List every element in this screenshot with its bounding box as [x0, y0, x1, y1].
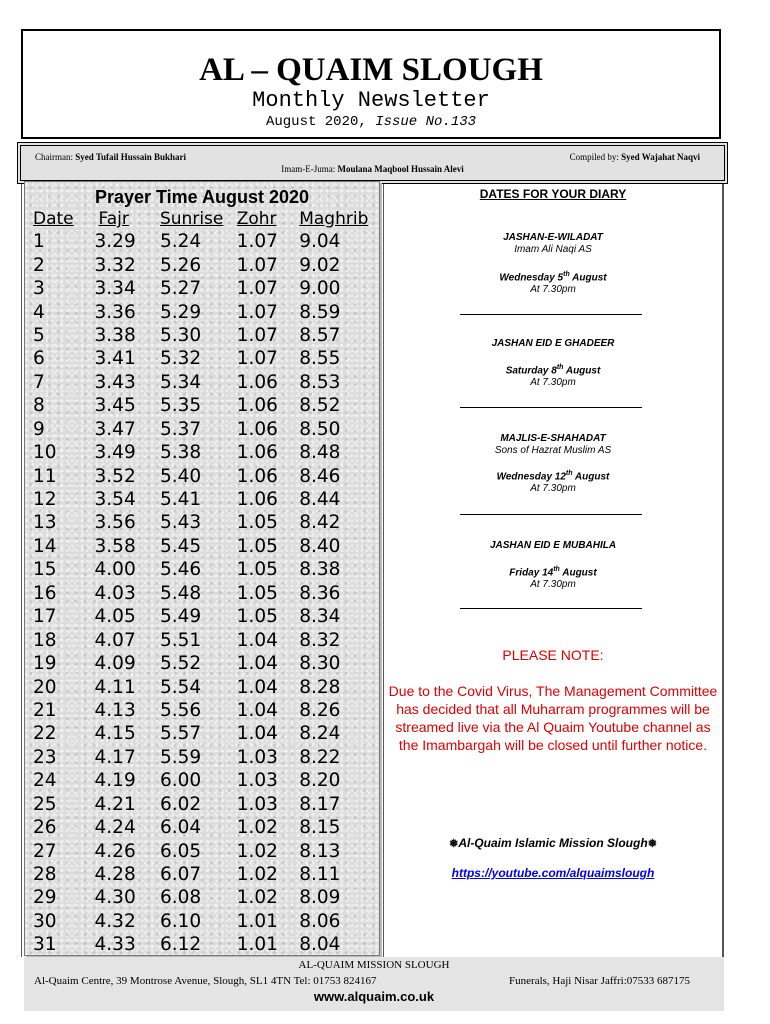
cell-fajr: 4.21	[94, 793, 136, 815]
cell-sunrise: 6.10	[159, 910, 202, 932]
cell-date: 1	[33, 231, 45, 253]
cell-date: 28	[33, 864, 57, 886]
cell-zohr: 1.04	[236, 676, 278, 698]
cell-zohr: 1.05	[236, 559, 278, 581]
cell-fajr: 3.56	[94, 512, 136, 534]
cell-zohr: 1.05	[236, 535, 278, 557]
cell-fajr: 4.26	[94, 840, 136, 862]
compiled-label: Compiled by:	[569, 152, 619, 162]
snowflake-icon: ❅	[449, 838, 459, 850]
cell-zohr: 1.04	[236, 699, 278, 721]
event-date: Wednesday 5th August	[499, 271, 607, 284]
cell-date: 30	[33, 910, 57, 932]
cell-zohr: 1.06	[236, 371, 278, 393]
prayer-row	[25, 277, 379, 300]
prayer-row	[25, 300, 379, 323]
imam-name: Moulana Maqbool Hussain Alevi	[337, 164, 464, 174]
column-header-sunrise: Sunrise	[159, 209, 224, 229]
cell-date: 26	[33, 817, 57, 839]
cell-zohr: 1.01	[236, 934, 278, 956]
cell-zohr: 1.07	[236, 348, 278, 370]
cell-maghrib: 8.32	[299, 629, 341, 651]
cell-sunrise: 5.41	[159, 489, 202, 511]
cell-zohr: 1.07	[236, 231, 278, 253]
event-separator	[460, 314, 642, 315]
cell-fajr: 3.47	[94, 418, 136, 440]
issue-date: August 2020,	[265, 114, 367, 130]
cell-fajr: 4.24	[94, 817, 136, 839]
cell-zohr: 1.04	[236, 653, 278, 675]
cell-maghrib: 8.59	[299, 301, 341, 323]
event-name: JASHAN EID E GHADEER	[491, 338, 615, 349]
prayer-row	[25, 418, 379, 441]
cell-date: 31	[33, 934, 57, 956]
cell-fajr: 3.54	[94, 489, 136, 511]
issue-line	[23, 113, 719, 131]
cell-fajr: 3.49	[94, 442, 136, 464]
prayer-row	[25, 441, 379, 464]
issue-number: Issue No.133	[375, 114, 477, 130]
event-separator	[460, 514, 642, 515]
footer	[24, 957, 724, 1011]
compiled-by-line	[570, 152, 700, 162]
cell-sunrise: 6.02	[159, 793, 202, 815]
note-heading: PLEASE NOTE:	[502, 647, 604, 663]
cell-date: 25	[33, 793, 57, 815]
cell-maghrib: 8.48	[299, 442, 341, 464]
cell-date: 18	[33, 629, 57, 651]
prayer-times-title: Prayer Time August 2020	[94, 187, 310, 207]
event-subtitle: Imam Ali Naqi AS	[514, 244, 592, 255]
prayer-row	[25, 769, 379, 792]
imam-label: Imam-E-Juma:	[281, 164, 336, 174]
cell-maghrib: 9.04	[299, 231, 341, 253]
event-time: At 7.30pm	[530, 579, 576, 591]
cell-date: 4	[33, 301, 45, 323]
cell-sunrise: 5.27	[159, 278, 202, 300]
cell-maghrib: 8.52	[299, 395, 341, 417]
cell-fajr: 4.05	[94, 606, 136, 628]
prayer-row	[25, 488, 379, 511]
cell-sunrise: 5.51	[159, 629, 202, 651]
cell-sunrise: 6.07	[159, 864, 202, 886]
compiled-name: Syed Wajahat Naqvi	[621, 152, 700, 162]
cell-maghrib: 8.24	[299, 723, 341, 745]
cell-fajr: 4.13	[94, 699, 136, 721]
cell-maghrib: 8.28	[299, 676, 341, 698]
cell-sunrise: 6.08	[159, 887, 202, 909]
cell-sunrise: 5.49	[159, 606, 202, 628]
prayer-row	[25, 933, 379, 956]
cell-zohr: 1.06	[236, 395, 278, 417]
cell-zohr: 1.04	[236, 629, 278, 651]
prayer-row	[25, 394, 379, 417]
event-separator	[460, 608, 642, 609]
chairman-line	[35, 152, 186, 162]
cell-date: 6	[33, 348, 45, 370]
cell-date: 21	[33, 699, 57, 721]
cell-date: 5	[33, 324, 45, 346]
cell-maghrib: 8.13	[299, 840, 341, 862]
event-time: At 7.30pm	[530, 483, 576, 495]
imam-line	[21, 164, 724, 174]
prayer-row	[25, 582, 379, 605]
cell-fajr: 4.32	[94, 910, 136, 932]
cell-date: 27	[33, 840, 57, 862]
prayer-row	[25, 628, 379, 651]
cell-maghrib: 8.26	[299, 699, 341, 721]
event-name: MAJLIS-E-SHAHADAT	[500, 433, 606, 444]
youtube-link[interactable]: https://youtube.com/alquaimslough	[451, 866, 655, 880]
mission-name: Al-Quaim Islamic Mission Slough	[458, 836, 648, 850]
cell-maghrib: 8.38	[299, 559, 341, 581]
newsletter-subtitle: Monthly Newsletter	[252, 88, 490, 113]
cell-maghrib: 8.09	[299, 887, 341, 909]
cell-fajr: 3.52	[94, 465, 136, 487]
cell-fajr: 4.09	[94, 653, 136, 675]
cell-fajr: 4.28	[94, 864, 136, 886]
diary-panel	[384, 184, 722, 591]
cell-fajr: 3.36	[94, 301, 136, 323]
cell-sunrise: 5.38	[159, 442, 202, 464]
prayer-row	[25, 253, 379, 276]
cell-maghrib: 8.55	[299, 348, 341, 370]
cell-sunrise: 5.40	[159, 465, 202, 487]
cell-sunrise: 5.26	[159, 254, 202, 276]
cell-sunrise: 5.30	[159, 324, 202, 346]
cell-zohr: 1.06	[236, 418, 278, 440]
cell-zohr: 1.04	[236, 723, 278, 745]
cell-sunrise: 6.12	[159, 934, 202, 956]
cell-sunrise: 5.59	[159, 746, 202, 768]
cell-maghrib: 8.36	[299, 582, 341, 604]
diary-event	[384, 337, 722, 388]
cell-zohr: 1.06	[236, 442, 278, 464]
event-date: Wednesday 12th August	[496, 470, 610, 483]
cell-zohr: 1.05	[236, 606, 278, 628]
cell-maghrib: 8.46	[299, 465, 341, 487]
cell-fajr: 3.38	[94, 324, 136, 346]
cell-fajr: 4.11	[94, 676, 136, 698]
cell-date: 9	[33, 418, 45, 440]
cell-sunrise: 5.34	[159, 371, 202, 393]
cell-date: 16	[33, 582, 57, 604]
cell-date: 29	[33, 887, 57, 909]
event-separator	[460, 407, 642, 408]
cell-zohr: 1.02	[236, 887, 278, 909]
prayer-table-body	[25, 230, 379, 957]
prayer-header-row	[25, 208, 379, 230]
cell-date: 20	[33, 676, 57, 698]
cell-date: 24	[33, 770, 57, 792]
cell-fajr: 3.34	[94, 278, 136, 300]
cell-date: 17	[33, 606, 57, 628]
footer-funerals-contact: Funerals, Haji Nisar Jaffri:07533 687175	[509, 975, 690, 987]
prayer-row	[25, 605, 379, 628]
prayer-times-panel	[24, 181, 380, 956]
cell-zohr: 1.06	[236, 489, 278, 511]
event-name: JASHAN EID E MUBAHILA	[489, 540, 617, 551]
prayer-row	[25, 347, 379, 370]
website-link[interactable]: www.alquaim.co.uk	[313, 989, 435, 1004]
cell-sunrise: 5.35	[159, 395, 202, 417]
cell-maghrib: 8.22	[299, 746, 341, 768]
cell-date: 8	[33, 395, 45, 417]
cell-sunrise: 5.57	[159, 723, 202, 745]
cell-maghrib: 8.15	[299, 817, 341, 839]
cell-maghrib: 9.00	[299, 278, 341, 300]
cell-date: 2	[33, 254, 45, 276]
diary-event	[384, 432, 722, 494]
cell-date: 11	[33, 465, 57, 487]
event-name: JASHAN-E-WILADAT	[503, 232, 603, 243]
prayer-row	[25, 652, 379, 675]
cell-fajr: 4.07	[94, 629, 136, 651]
cell-sunrise: 5.52	[159, 653, 202, 675]
prayer-row	[25, 230, 379, 253]
cell-zohr: 1.02	[236, 864, 278, 886]
prayer-row	[25, 722, 379, 745]
cell-date: 22	[33, 723, 57, 745]
cell-maghrib: 8.06	[299, 910, 341, 932]
chairman-name: Syed Tufail Hussain Bukhari	[75, 152, 187, 162]
cell-fajr: 3.58	[94, 535, 136, 557]
cell-sunrise: 5.56	[159, 699, 202, 721]
cell-zohr: 1.05	[236, 582, 278, 604]
cell-zohr: 1.07	[236, 278, 278, 300]
cell-fajr: 3.41	[94, 348, 136, 370]
cell-fajr: 4.00	[94, 559, 136, 581]
prayer-row	[25, 675, 379, 698]
cell-maghrib: 8.17	[299, 793, 341, 815]
cell-sunrise: 6.00	[159, 770, 202, 792]
cell-fajr: 3.43	[94, 371, 136, 393]
prayer-row	[25, 839, 379, 862]
cell-sunrise: 6.05	[159, 840, 202, 862]
cell-sunrise: 5.48	[159, 582, 202, 604]
prayer-row	[25, 511, 379, 534]
prayer-row	[25, 371, 379, 394]
cell-maghrib: 8.20	[299, 770, 341, 792]
prayer-row	[25, 464, 379, 487]
cell-sunrise: 5.54	[159, 676, 202, 698]
cell-fajr: 3.45	[94, 395, 136, 417]
cell-zohr: 1.05	[236, 512, 278, 534]
prayer-row	[25, 324, 379, 347]
cell-maghrib: 8.11	[299, 864, 341, 886]
prayer-row	[25, 863, 379, 886]
cell-sunrise: 5.37	[159, 418, 202, 440]
cell-sunrise: 6.04	[159, 817, 202, 839]
event-time: At 7.30pm	[530, 284, 576, 296]
cell-fajr: 4.19	[94, 770, 136, 792]
cell-date: 14	[33, 535, 57, 557]
cell-zohr: 1.03	[236, 793, 278, 815]
event-time: At 7.30pm	[530, 377, 576, 389]
cell-maghrib: 8.42	[299, 512, 341, 534]
cell-maghrib: 8.44	[299, 489, 341, 511]
cell-maghrib: 8.50	[299, 418, 341, 440]
cell-fajr: 3.32	[94, 254, 136, 276]
prayer-row	[25, 558, 379, 581]
cell-maghrib: 8.57	[299, 324, 341, 346]
officials-bar	[17, 142, 728, 184]
cell-sunrise: 5.45	[159, 535, 202, 557]
cell-sunrise: 5.24	[159, 231, 202, 253]
prayer-row	[25, 816, 379, 839]
cell-maghrib: 8.04	[299, 934, 341, 956]
cell-date: 7	[33, 371, 45, 393]
cell-zohr: 1.07	[236, 254, 278, 276]
event-subtitle: Sons of Hazrat Muslim AS	[494, 445, 612, 456]
cell-date: 13	[33, 512, 57, 534]
column-header-maghrib: Maghrib	[299, 209, 369, 229]
column-header-zohr: Zohr	[236, 209, 277, 229]
diary-event	[384, 539, 722, 590]
cell-zohr: 1.01	[236, 910, 278, 932]
cell-zohr: 1.03	[236, 746, 278, 768]
cell-zohr: 1.02	[236, 817, 278, 839]
footer-title: AL-QUAIM MISSION SLOUGH	[298, 959, 450, 971]
cell-sunrise: 5.29	[159, 301, 202, 323]
cell-date: 3	[33, 278, 45, 300]
diary-heading: DATES FOR YOUR DIARY	[479, 187, 627, 201]
prayer-row	[25, 886, 379, 909]
prayer-row	[25, 910, 379, 933]
newsletter-title: AL – QUAIM SLOUGH	[199, 52, 543, 88]
cell-maghrib: 8.34	[299, 606, 341, 628]
newsletter-header	[21, 29, 721, 139]
cell-maghrib: 8.53	[299, 371, 341, 393]
prayer-row	[25, 535, 379, 558]
cell-date: 19	[33, 653, 57, 675]
cell-fajr: 4.33	[94, 934, 136, 956]
cell-date: 12	[33, 489, 57, 511]
snowflake-icon: ❅	[647, 838, 657, 850]
event-date: Saturday 8th August	[505, 364, 601, 377]
cell-zohr: 1.02	[236, 840, 278, 862]
cell-maghrib: 8.40	[299, 535, 341, 557]
column-header-fajr: Fajr	[98, 209, 129, 229]
cell-sunrise: 5.46	[159, 559, 202, 581]
event-date: Friday 14th August	[509, 566, 597, 579]
prayer-times-table	[25, 208, 379, 957]
cell-maghrib: 8.30	[299, 653, 341, 675]
cell-fajr: 4.03	[94, 582, 136, 604]
prayer-row	[25, 746, 379, 769]
cell-zohr: 1.03	[236, 770, 278, 792]
chairman-label: Chairman:	[35, 152, 73, 162]
cell-fajr: 4.30	[94, 887, 136, 909]
cell-fajr: 4.15	[94, 723, 136, 745]
footer-address: Al-Quaim Centre, 39 Montrose Avenue, Slough, SL1 4TN Tel: 01753 824167	[34, 975, 377, 987]
covid-notice: Due to the Covid Virus, The Management Committee has decided that all Muharram programmes will be streamed live via the Al Quaim Youtube channel as the Imambargah will be closed until further notice.	[388, 683, 718, 753]
cell-maghrib: 9.02	[299, 254, 341, 276]
cell-date: 15	[33, 559, 57, 581]
cell-fajr: 4.17	[94, 746, 136, 768]
cell-fajr: 3.29	[94, 231, 136, 253]
cell-zohr: 1.07	[236, 301, 278, 323]
cell-zohr: 1.07	[236, 324, 278, 346]
prayer-row	[25, 699, 379, 722]
cell-date: 23	[33, 746, 57, 768]
cell-zohr: 1.06	[236, 465, 278, 487]
cell-date: 10	[33, 442, 57, 464]
cell-sunrise: 5.32	[159, 348, 202, 370]
prayer-row	[25, 793, 379, 816]
mission-name-line	[384, 836, 722, 850]
diary-event	[384, 231, 722, 295]
column-header-date: Date	[33, 209, 74, 229]
cell-sunrise: 5.43	[159, 512, 202, 534]
